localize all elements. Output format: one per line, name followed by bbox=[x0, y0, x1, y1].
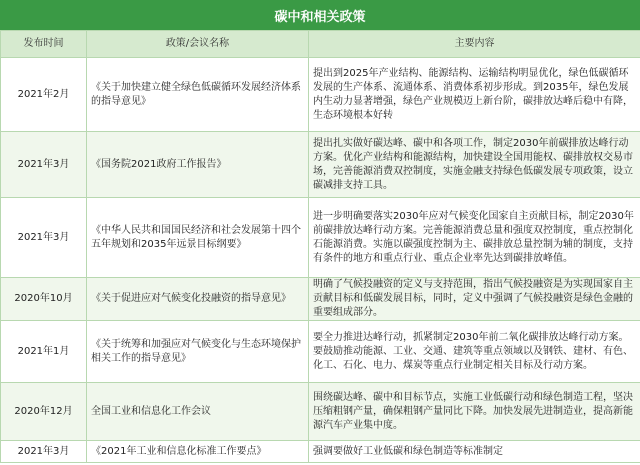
row-content: 提出到2025年产业结构、能源结构、运输结构明显优化，绿色低碳循环发展的生产体系、流通体系、消费体系初步形成。到2035年，绿色发展内生动力显著增强，绿色产业规模迈上新台阶，碳排放达峰后稳中有降，生态环境根本好转 bbox=[309, 58, 640, 132]
row-policy: 《国务院2021政府工作报告》 bbox=[87, 132, 309, 198]
table-row bbox=[1, 278, 640, 321]
row-content: 提出扎实做好碳达峰、碳中和各项工作，制定2030年前碳排放达峰行动方案。优化产业结构和能源结构，加快建设全国用能权、碳排放权交易市场，完善能源消费双控制度，实施金融支持绿色低碳发展专项政策，设立碳减排支持工具。 bbox=[309, 132, 640, 198]
table-row bbox=[1, 198, 640, 278]
row-date: 2020年10月 bbox=[1, 278, 87, 321]
row-content: 强调要做好工业低碳和绿色制造等标准制定 bbox=[309, 441, 640, 463]
row-content: 进一步明确要落实2030年应对气候变化国家自主贡献目标，制定2030年前碳排放达峰行动方案。完善能源消费总量和强度双控制度，重点控制化石能源消费。实施以碳强度控制为主、碳排放总量控制为辅的制度，支持有条件的地方和重点行业、重点企业率先达到碳排放峰值。 bbox=[309, 198, 640, 278]
row-date: 2021年2月 bbox=[1, 58, 87, 132]
table-row bbox=[1, 383, 640, 441]
row-policy: 《关于统筹和加强应对气候变化与生态环境保护相关工作的指导意见》 bbox=[87, 321, 309, 383]
row-content: 围绕碳达峰、碳中和目标节点，实施工业低碳行动和绿色制造工程，坚决压缩粗钢产量，确保粗钢产量同比下降。加快发展先进制造业，提高新能源汽车产业集中度。 bbox=[309, 383, 640, 441]
header-row bbox=[1, 31, 640, 58]
header-policy: 政策/会议名称 bbox=[87, 31, 309, 58]
row-date: 2021年1月 bbox=[1, 321, 87, 383]
row-content: 要全力推进达峰行动，抓紧制定2030年前二氧化碳排放达峰行动方案。要鼓励推动能源、工业、交通、建筑等重点领域以及钢铁、建材、有色、化工、石化、电力、煤炭等重点行业制定相关目标及行动方案。 bbox=[309, 321, 640, 383]
header-content: 主要内容 bbox=[309, 31, 640, 58]
table-row bbox=[1, 441, 640, 463]
table-row bbox=[1, 58, 640, 132]
row-date: 2020年12月 bbox=[1, 383, 87, 441]
row-policy: 《关于促进应对气候变化投融资的指导意见》 bbox=[87, 278, 309, 321]
row-content: 明确了气候投融资的定义与支持范围，指出气候投融资是为实现国家自主贡献目标和低碳发展目标，同时，定义中强调了气候投融资是绿色金融的重要组成部分。 bbox=[309, 278, 640, 321]
row-date: 2021年3月 bbox=[1, 132, 87, 198]
header-date: 发布时间 bbox=[1, 31, 87, 58]
policy-table bbox=[0, 30, 640, 463]
table-row bbox=[1, 321, 640, 383]
row-policy: 《中华人民共和国国民经济和社会发展第十四个五年规划和2035年远景目标纲要》 bbox=[87, 198, 309, 278]
table-title: 碳中和相关政策 bbox=[0, 0, 640, 30]
row-policy: 全国工业和信息化工作会议 bbox=[87, 383, 309, 441]
row-date: 2021年3月 bbox=[1, 198, 87, 278]
table-row bbox=[1, 132, 640, 198]
row-policy: 《2021年工业和信息化标准工作要点》 bbox=[87, 441, 309, 463]
row-policy: 《关于加快建立健全绿色低碳循环发展经济体系的指导意见》 bbox=[87, 58, 309, 132]
row-date: 2021年3月 bbox=[1, 441, 87, 463]
